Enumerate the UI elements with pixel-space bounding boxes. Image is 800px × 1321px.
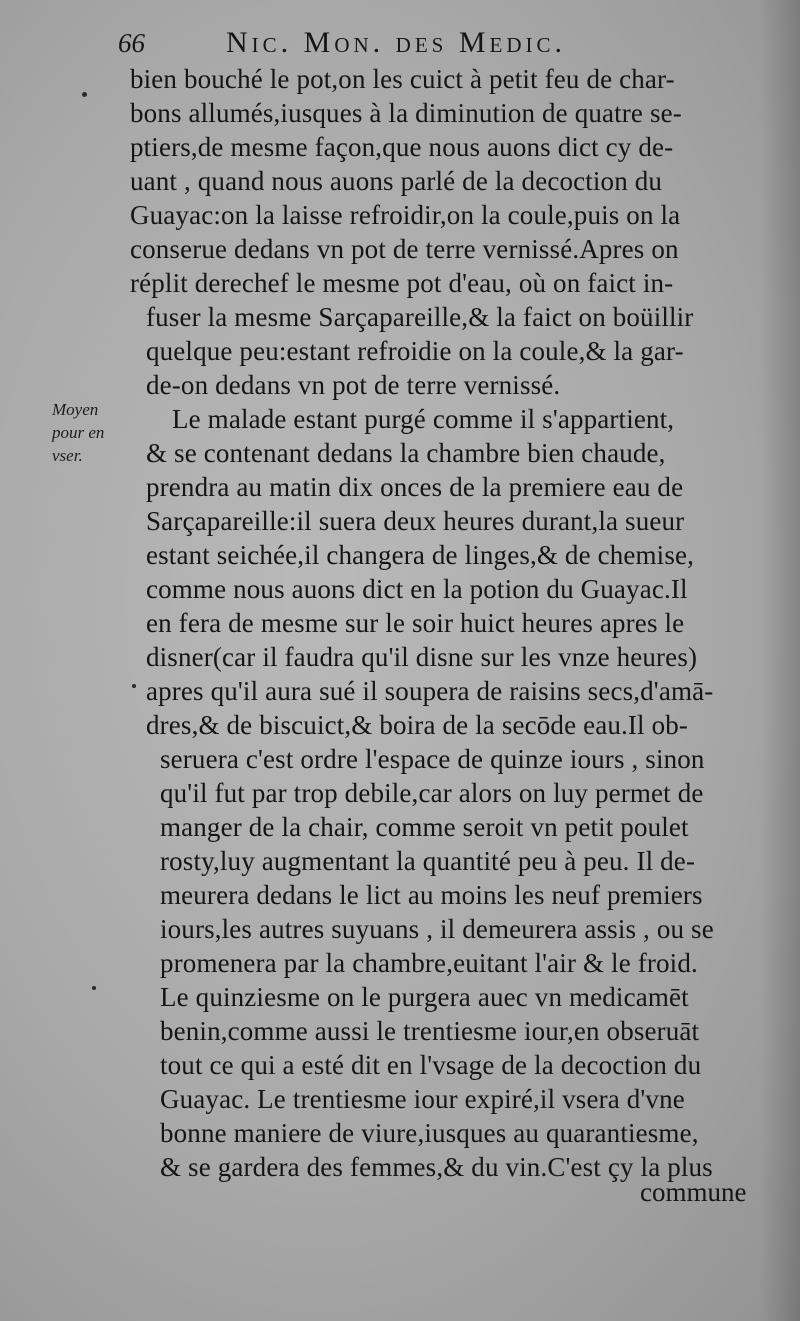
ink-speck	[92, 986, 96, 990]
running-title: Nic. Mon. des Medic.	[226, 26, 567, 59]
text-line: uant , quand nous auons parlé de la decoction du	[130, 166, 663, 196]
text-line: meurera dedans le lict au moins les neuf premiers	[160, 880, 703, 910]
text-line: ptiers,de mesme façon,que nous auons dict cy de-	[130, 132, 674, 162]
ink-speck	[132, 684, 136, 688]
text-line: apres qu'il aura sué il soupera de raisins secs,d'amā-	[146, 676, 714, 706]
text-line: Guayac:on la laisse refroidir,on la coule,puis on la	[130, 200, 681, 230]
text-line: rosty,luy augmentant la quantité peu à peu. Il de-	[160, 846, 696, 876]
text-line: quelque peu:estant refroidie on la coule,& la gar-	[146, 336, 684, 366]
text-line: seruera c'est ordre l'espace de quinze iours , sinon	[160, 744, 705, 774]
text-line: de-on dedans vn pot de terre vernissé.	[146, 370, 561, 400]
text-line: disner(car il faudra qu'il disne sur les vnze heures)	[146, 642, 698, 672]
text-line: fuser la mesme Sarçapareille,& la faict on boüillir	[146, 302, 694, 332]
text-line: manger de la chair, comme seroit vn petit poulet	[160, 812, 689, 842]
text-line: tout ce qui a esté dit en l'vsage de la decoction du	[160, 1050, 702, 1080]
ink-speck	[82, 92, 87, 97]
text-line: Guayac. Le trentiesme iour expiré,il vsera d'vne	[160, 1084, 685, 1114]
text-line: conserue dedans vn pot de terre vernissé.Apres on	[130, 234, 679, 264]
text-line: dres,& de biscuict,& boira de la secōde eau.Il ob-	[146, 710, 689, 740]
body-text	[120, 62, 770, 1184]
text-line: promenera par la chambre,euitant l'air & le froid.	[160, 948, 698, 978]
text-line: comme nous auons dict en la potion du Guayac.Il	[146, 574, 688, 604]
text-line: bonne maniere de viure,iusques au quarantiesme,	[160, 1118, 699, 1148]
text-line: qu'il fut par trop debile,car alors on luy permet de	[160, 778, 704, 808]
text-line: réplit derechef le mesme pot d'eau, où on faict in-	[130, 268, 674, 298]
text-line: & se contenant dedans la chambre bien chaude,	[146, 438, 666, 468]
text-line: bons allumés,iusques à la diminution de quatre se-	[130, 98, 682, 128]
paragraph-start-line: Le malade estant purgé comme il s'appartient,	[172, 404, 675, 434]
text-line: Sarçapareille:il suera deux heures durant,la sueur	[146, 506, 685, 536]
page-number: 66	[118, 28, 145, 58]
running-head	[118, 26, 678, 66]
text-line: en fera de mesme sur le soir huict heures apres le	[146, 608, 685, 638]
catchword: commune	[640, 1177, 747, 1207]
text-line: benin,comme aussi le trentiesme iour,en obseruāt	[160, 1016, 700, 1046]
text-line: Le quinziesme on le purgera auec vn medicamēt	[160, 982, 689, 1012]
marginal-note-line: pour en	[52, 423, 105, 442]
text-line: estant seichée,il changera de linges,& de chemise,	[146, 540, 695, 570]
marginal-note-line: Moyen	[52, 400, 99, 419]
text-line: prendra au matin dix onces de la premiere eau de	[146, 472, 684, 502]
marginal-note-line: vser.	[52, 446, 83, 465]
text-line: iours,les autres suyuans , il demeurera assis , ou se	[160, 914, 714, 944]
text-line: & se gardera des femmes,& du vin.C'est çy la plus	[160, 1152, 713, 1182]
text-line: bien bouché le pot,on les cuict à petit feu de char-	[130, 64, 675, 94]
